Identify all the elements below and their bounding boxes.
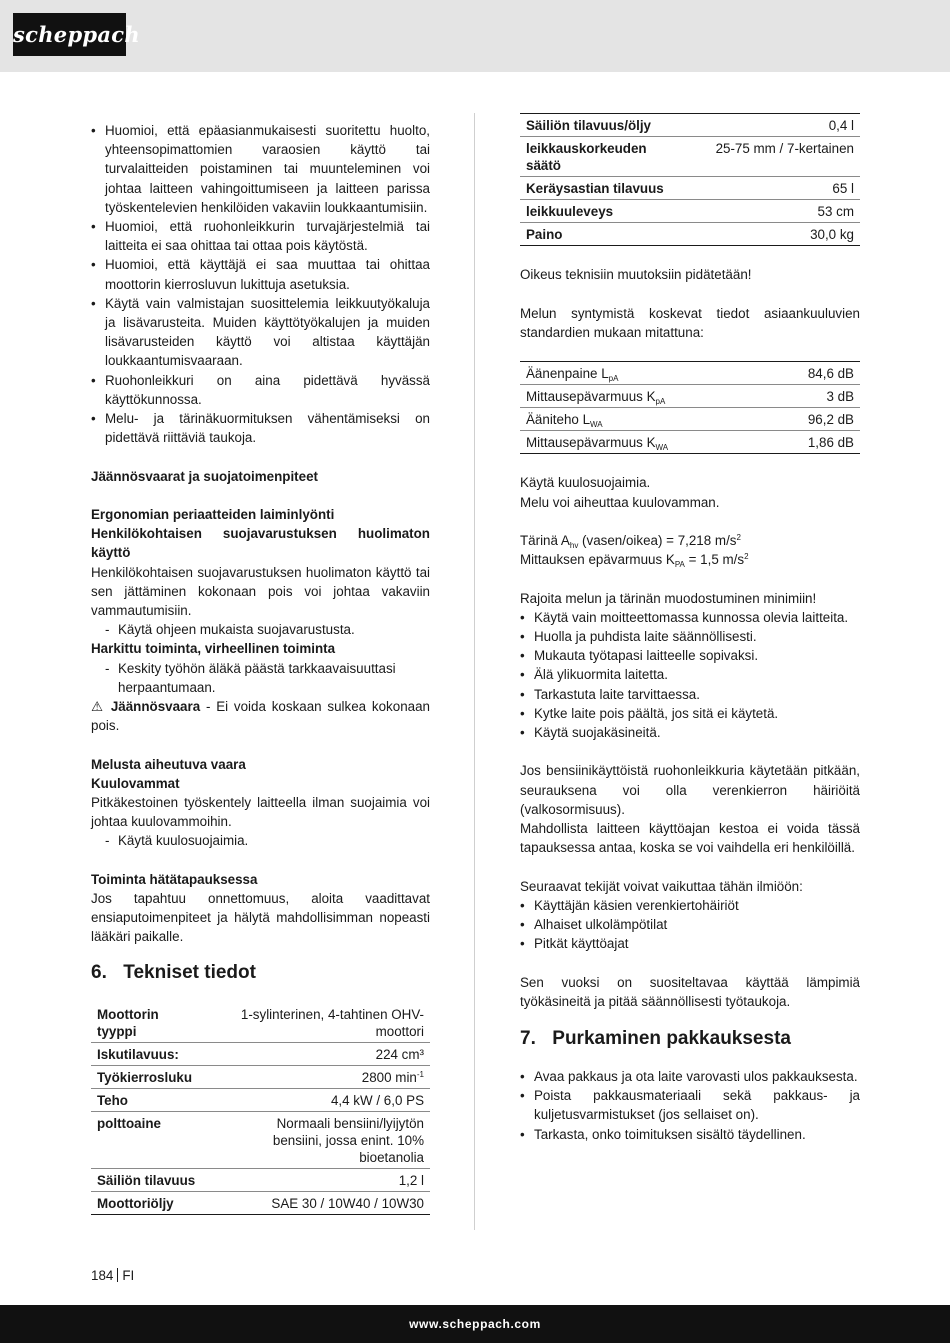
table-row: Moottorin tyyppi 1-sylinterinen, 4-tahtinen OHV-moottori	[91, 1003, 430, 1043]
factors-bullets	[520, 896, 860, 954]
list-item: • Huomioi, että käyttäjä ei saa muuttaa tai ohittaa moottorin kierrosluvun lukittuja asetuksia.	[91, 255, 430, 293]
table-row: Säiliön tilavuus/öljy 0,4 l	[520, 114, 860, 137]
misuse-heading: Harkittu toiminta, virheellinen toiminta	[91, 641, 336, 657]
list-item: • Tarkasta, onko toimituksen sisältö täydellinen.	[520, 1125, 860, 1144]
ear-protection-line: Käytä kuulosuojaimia.	[520, 475, 651, 491]
table-row: Moottoriöljy SAE 30 / 10W40 / 10W30	[91, 1191, 430, 1214]
list-item: • Käyttäjän käsien verenkiertohäiriöt	[520, 896, 860, 915]
list-item: • Älä ylikuormita laitetta.	[520, 665, 860, 684]
hearing-damage-line: Melu voi aiheuttaa kuulovamman.	[520, 494, 720, 510]
tech-spec-table-left	[91, 1003, 430, 1215]
tech-spec-table-right	[520, 113, 860, 246]
table-row: Mittausepävarmuus $K_{WA}$ 1,86 dB	[520, 431, 860, 454]
list-item: • Käytä vain moitteettomassa kunnossa olevia laitteita.	[520, 608, 860, 627]
table-row: Äänenpaine $L_{pA}$ 84,6 dB	[520, 362, 860, 385]
safety-bullets	[91, 121, 430, 447]
website-link[interactable]: www.scheppach.com	[409, 1317, 541, 1331]
section-7-title: 7. Purkaminen pakkauksesta	[520, 1027, 791, 1049]
table-row: leikkuuleveys 53 cm	[520, 200, 860, 223]
list-item: • Huomioi, että ruohonleikkurin turvajärjestelmiä tai laitteita ei saa ohittaa tai ottaa pois käytöstä.	[91, 217, 430, 255]
ppe-dash-item: - Käytä ohjeen mukaista suojavarustusta.	[91, 620, 430, 639]
circulation-text-1: Jos bensiinikäyttöistä ruohonleikkuria käytetään pitkään, seurauksena voi olla verenkierron häiriöitä (valkosormisuus).	[520, 763, 860, 817]
residual-heading: Jäännösvaarat ja suojatoimenpiteet	[91, 468, 318, 484]
list-item: • Kytke laite pois päältä, jos sitä ei käytetä.	[520, 704, 860, 723]
list-item: • Tarkastuta laite tarvittaessa.	[520, 685, 860, 704]
residual-risk-paragraph	[91, 697, 430, 735]
page-number: 184 FI	[91, 1268, 135, 1283]
table-row: Teho 4,4 kW / 6,0 PS	[91, 1088, 430, 1111]
noise-intro: Melun syntymistä koskevat tiedot asiaankuuluvien standardien mukaan mitattuna:	[520, 305, 860, 340]
gloves-text: Sen vuoksi on suositeltavaa käyttää lämpimiä työkäsineitä ja pitää säännöllisesti työtaukoja.	[520, 974, 860, 1009]
table-row: Iskutilavuus: 224 cm³	[91, 1042, 430, 1065]
page-footer	[0, 1305, 950, 1343]
emergency-text: Jos tapahtuu onnettomuus, aloita vaadittavat ensiaputoimenpiteet ja hälytä mahdollisimman nopeasti lääkäri paikalle.	[91, 891, 430, 945]
section-6-title: 6. Tekniset tiedot	[91, 961, 256, 983]
misuse-dash-item: - Keskity työhön äläkä päästä tarkkaavaisuuttasi herpaantumaan.	[91, 659, 430, 697]
list-item: • Melu- ja tärinäkuormituksen vähentämiseksi on pidettävä riittäviä taukoja.	[91, 409, 430, 447]
column-divider	[474, 113, 475, 1230]
circulation-text-2: Mahdollista laitteen käyttöajan kestoa ei voida tässä tapauksessa antaa, koska se voi vaihdella eri henkilöillä.	[520, 820, 860, 856]
list-item: • Käytä suojakäsineitä.	[520, 723, 860, 742]
vibration-value: Tärinä $A_{hv}$ (vasen/oikea) = 7,218 $m/s^2$	[520, 532, 741, 550]
table-row: Työkierrosluku 2800 $\min^{-1}$	[91, 1065, 430, 1088]
list-item: • Pitkät käyttöajat	[520, 934, 860, 953]
unpack-bullets	[520, 1067, 860, 1144]
rights-text: Oikeus teknisiin muutoksiin pidätetään!	[520, 267, 752, 283]
ppe-text: Henkilökohtaisen suojavarustuksen huolimaton käyttö tai sen jättäminen kokonaan pois voi johtaa vakaviin vammautumisiin.	[91, 564, 430, 619]
scheppach-logo: scheppach	[13, 13, 126, 56]
hearing-dash-item: - Käytä kuulosuojaimia.	[91, 831, 430, 850]
vibration-uncertainty: Mittauksen epävarmuus $K_{PA} = 1,5$ $m/s^2$	[520, 552, 749, 570]
table-row: Keräysastian tilavuus 65 l	[520, 177, 860, 200]
list-item: • Käytä vain valmistajan suosittelemia leikkuutyökaluja ja lisävarusteita. Muiden käyttötyökalujen ja muiden lisävarusteiden käyttö voi altistaa käyttäjän loukkaantumisvaaraan.	[91, 294, 430, 371]
factors-intro: Seuraavat tekijät voivat vaikuttaa tähän ilmiöön:	[520, 878, 803, 894]
residual-label: Jäännösvaara	[110, 699, 201, 715]
hearing-text: Pitkäkestoinen työskentely laitteella ilman suojaimia voi johtaa kuulovammoihin.	[91, 795, 430, 830]
list-item: • Huolla ja puhdista laite säännöllisesti.	[520, 627, 860, 646]
noise-heading: Melusta aiheutuva vaara	[91, 756, 246, 772]
limit-heading: Rajoita melun ja tärinän muodostuminen minimiin!	[520, 590, 817, 606]
table-row: Mittausepävarmuus $K_{pA}$ 3 dB	[520, 385, 860, 408]
warning-icon: ⚠	[91, 699, 104, 715]
table-row: polttoaine Normaali bensiini/lyijytön bensiini, jossa enint. 10% bioetanolia	[91, 1111, 430, 1168]
table-row: leikkauskorkeuden säätö 25-75 mm / 7-kertainen	[520, 137, 860, 177]
right-column	[520, 113, 860, 1144]
ergonomics-heading: Ergonomian periaatteiden laiminlyönti	[91, 507, 335, 523]
list-item: • Avaa pakkaus ja ota laite varovasti ulos pakkauksesta.	[520, 1067, 860, 1086]
list-item: • Ruohonleikkuri on aina pidettävä hyvässä käyttökunnossa.	[91, 371, 430, 409]
ppe-heading: Henkilökohtaisen suojavarustuksen huolimaton käyttö	[91, 526, 430, 561]
hearing-heading: Kuulovammat	[91, 775, 180, 791]
table-row: Ääniteho $L_{WA}$ 96,2 dB	[520, 408, 860, 431]
list-item: • Huomioi, että epäasianmukaisesti suoritettu huolto, yhteensopimattomien varaosien käyttö tai turvalaitteiden poistaminen tai muunteleminen voi johtaa laitteen vahingoittumiseen ja laitteen parissa työskentelevien henkilöiden vakaviin loukkaantumisiin.	[91, 121, 430, 217]
emergency-heading: Toiminta hätätapauksessa	[91, 871, 258, 887]
left-column	[91, 121, 430, 1215]
table-row: Säiliön tilavuus 1,2 l	[91, 1168, 430, 1191]
list-item: • Alhaiset ulkolämpötilat	[520, 915, 860, 934]
list-item: • Mukauta työtapasi laitteelle sopivaksi.	[520, 646, 860, 665]
list-item: • Poista pakkausmateriaali sekä pakkaus- ja kuljetusvarmistukset (jos sellaiset on).	[520, 1086, 860, 1124]
page-header	[0, 0, 950, 72]
limit-bullets	[520, 608, 860, 742]
noise-table	[520, 361, 860, 454]
residual-text: - Ei voida koskaan sulkea kokonaan pois.	[91, 699, 430, 734]
table-row: Paino 30,0 kg	[520, 223, 860, 246]
